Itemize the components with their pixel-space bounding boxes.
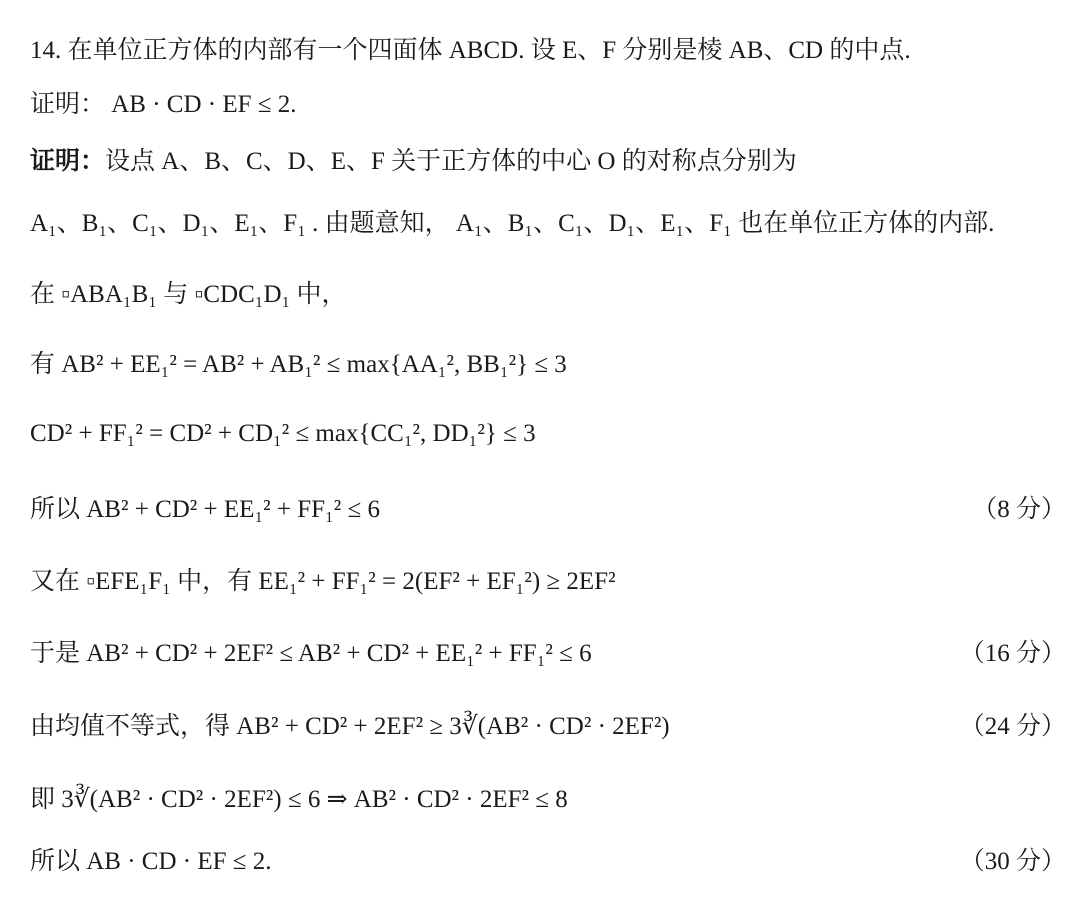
problem-statement-line-1 <box>30 30 1066 66</box>
proof-line-6-text: 所以 AB² + CD² + EE₁² + FF₁² ≤ 6 <box>30 496 380 523</box>
proof-line-11 <box>30 839 1066 879</box>
proof-line-9 <box>30 703 1066 745</box>
proof-line-2 <box>30 201 1066 241</box>
proof-line-10-text: 即 3∛(AB² · CD² · 2EF²) ≤ 6 ⇒ AB² · CD² · 2EF² ≤ 8 <box>30 786 568 813</box>
score-16: （16 分） <box>959 640 1066 667</box>
proof-line-8 <box>30 631 1066 671</box>
problem-statement-text: 14. 在单位正方体的内部有一个四面体 ABCD. 设 E、F 分别是棱 AB、CD 的中点. <box>30 37 911 64</box>
proof-line-3-text: 在 ▫ABA₁B₁ 与 ▫CDC₁D₁ 中， <box>30 281 347 308</box>
proof-line-7 <box>30 557 1066 601</box>
problem-claim-text: 证明： AB · CD · EF ≤ 2. <box>30 91 297 118</box>
proof-line-1 <box>30 141 1066 177</box>
score-30: （30 分） <box>959 848 1066 875</box>
score-8: （8 分） <box>972 496 1066 523</box>
proof-line-5 <box>30 412 1066 456</box>
proof-line-8-text: 于是 AB² + CD² + 2EF² ≤ AB² + CD² + EE₁² + FF₁² ≤ 6 <box>30 640 592 667</box>
proof-line-9-text: 由均值不等式，得 AB² + CD² + 2EF² ≥ 3∛(AB² · CD² · 2EF²) <box>30 713 670 740</box>
score-24: （24 分） <box>959 713 1066 740</box>
proof-line-1-text: 设点 A、B、C、D、E、F 关于正方体的中心 O 的对称点分别为 <box>105 148 797 175</box>
proof-line-5-text: CD² + FF₁² = CD² + CD₁² ≤ max{CC₁², DD₁²} ≤ 3 <box>30 420 536 447</box>
proof-line-4 <box>30 340 1066 384</box>
proof-line-7-text: 又在 ▫EFE₁F₁ 中，有 EE₁² + FF₁² = 2(EF² + EF₁²) ≥ 2EF² <box>30 568 616 595</box>
problem-statement-line-2 <box>30 84 1066 120</box>
proof-conclusion-text: 所以 AB · CD · EF ≤ 2. <box>30 848 272 875</box>
proof-line-4-text: 有 AB² + EE₁² = AB² + AB₁² ≤ max{AA₁², BB₁²} ≤ 3 <box>30 351 567 378</box>
proof-label: 证明： <box>30 146 106 175</box>
proof-line-3 <box>30 272 1066 312</box>
proof-line-6 <box>30 487 1066 527</box>
proof-line-10 <box>30 776 1066 818</box>
proof-line-2-text: A₁、B₁、C₁、D₁、E₁、F₁ . 由题意知， A₁、B₁、C₁、D₁、E₁、F₁ 也在单位正方体的内部. <box>30 210 995 237</box>
